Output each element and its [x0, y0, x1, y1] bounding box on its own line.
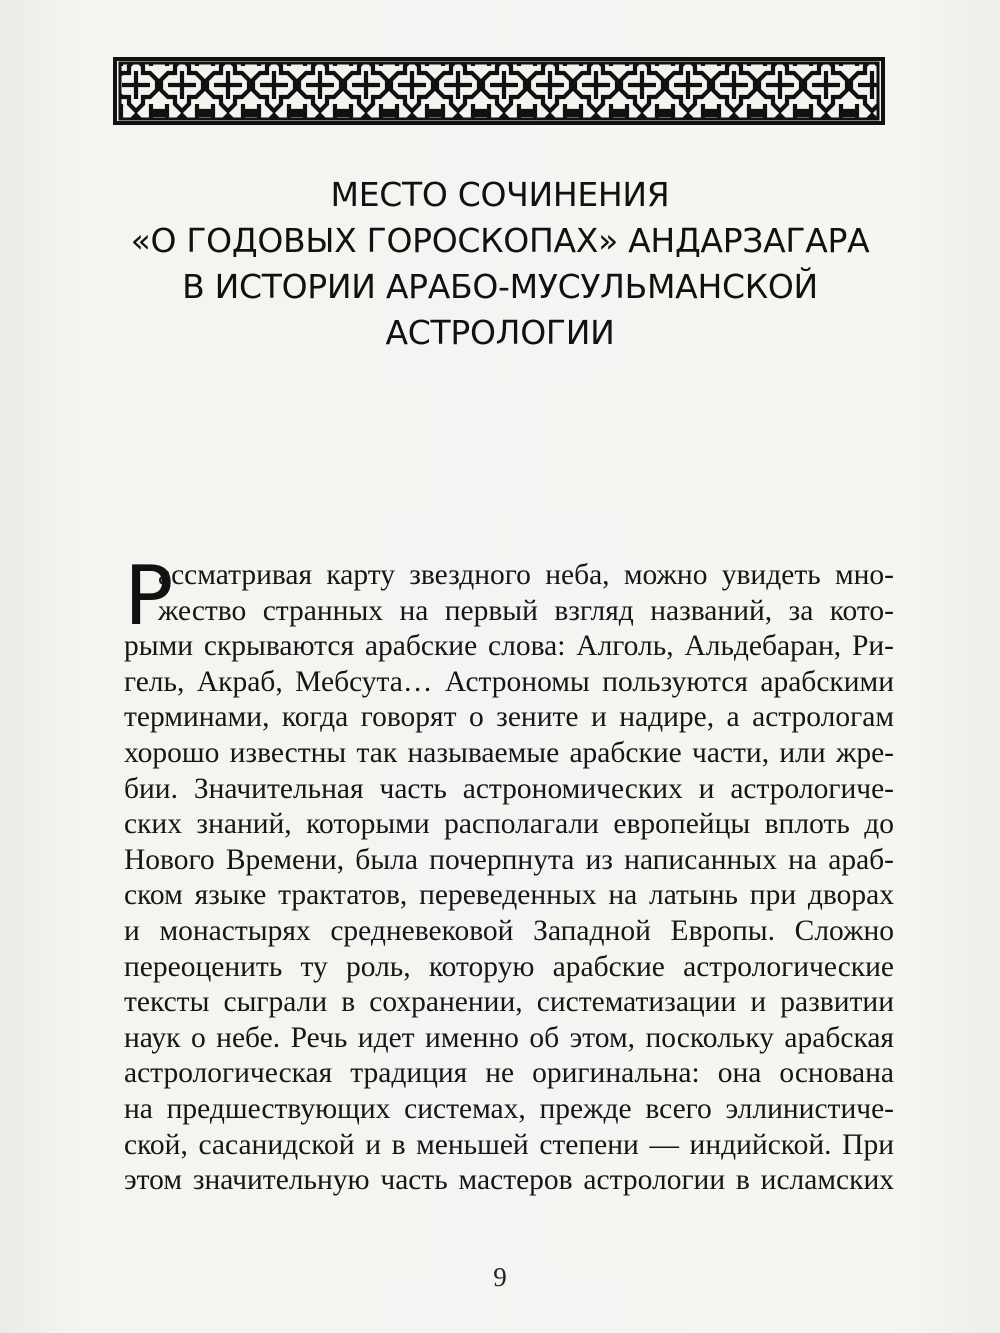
text-line: этом значительную часть мастеров астрологии в исламских: [124, 1164, 894, 1197]
drop-cap: Р: [124, 549, 174, 644]
chapter-title-line-3: В ИСТОРИИ АРАБО-МУСУЛЬМАНСКОЙ: [182, 267, 818, 306]
text-line: ассматривая карту звездного неба, можно увидеть мно-: [158, 559, 894, 591]
text-line: на предшествующих системах, прежде всего эллинистиче-: [124, 1092, 894, 1125]
text-line: гель, Акраб, Мебсута… Астрономы пользуются арабскими: [124, 665, 894, 698]
ornamental-border: [113, 57, 885, 125]
text-line: хорошо известны так называемые арабские части, или жре-: [124, 736, 894, 769]
chapter-title-line-1: МЕСТО СОЧИНЕНИЯ: [330, 175, 670, 214]
chapter-title: [100, 172, 900, 356]
text-line: тексты сыграли в сохранении, систематизации и развитии: [124, 986, 894, 1019]
body-paragraph: [124, 549, 894, 1199]
chapter-title-line-2: «О ГОДОВЫХ ГОРОСКОПАХ» АНДАРЗАГАРА: [130, 221, 870, 260]
text-line: терминами, когда говорят о зените и надире, а астрологам: [124, 701, 894, 734]
text-line: рыми скрываются арабские слова: Алголь, Альдебаран, Ри-: [124, 630, 894, 663]
text-line: ском языке трактатов, переведенных на латынь при дворах: [124, 879, 894, 912]
text-line: ских знаний, которыми располагали европейцы вплоть до: [124, 808, 894, 841]
text-line: наук о небе. Речь идет именно об этом, поскольку арабская: [124, 1021, 894, 1054]
text-line: астрологическая традиция не оригинальна: она основана: [124, 1057, 894, 1090]
text-line: переоценить ту роль, которую арабские астрологические: [124, 950, 894, 983]
page-number: 9: [493, 1262, 507, 1292]
chapter-title-line-4: АСТРОЛОГИИ: [385, 313, 615, 352]
text-line: и монастырях средневековой Западной Европы. Сложно: [124, 914, 894, 947]
text-line: бии. Значительная часть астрономических и астрологиче-: [124, 772, 894, 805]
text-line: жество странных на первый взгляд названий, за кото-: [158, 594, 894, 627]
text-line: ской, сасанидской и в меньшей степени — индийской. При: [124, 1128, 894, 1161]
text-line: Нового Времени, была почерпнута из написанных на араб-: [124, 843, 894, 876]
